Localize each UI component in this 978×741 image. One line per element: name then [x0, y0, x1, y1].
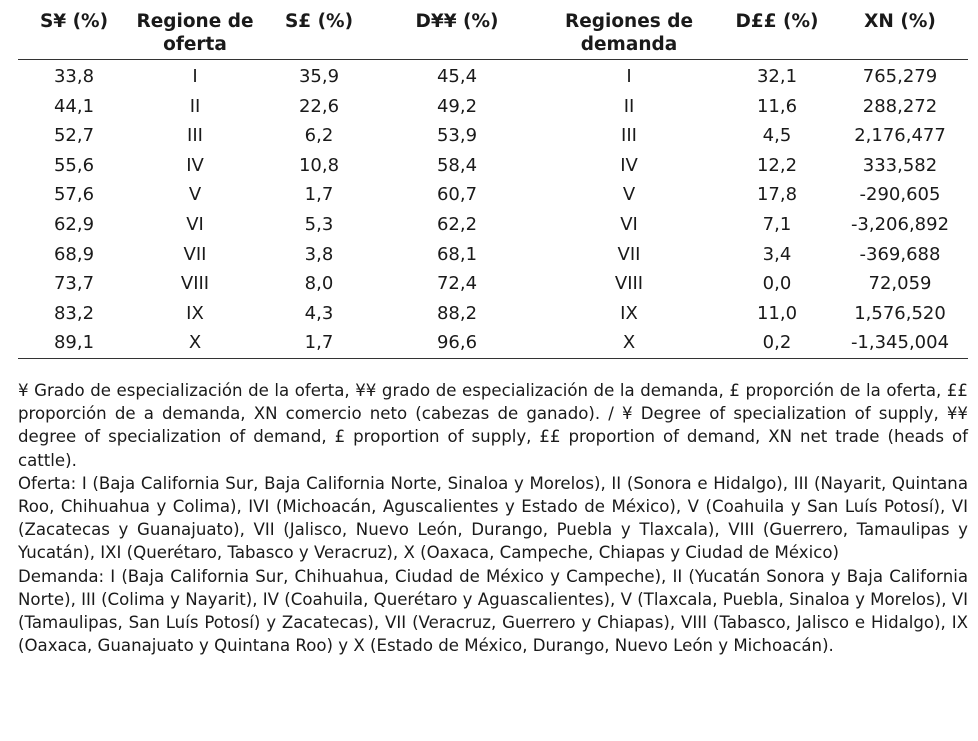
table-cell: 73,7: [53, 273, 95, 295]
table-row: [18, 121, 968, 151]
table-cell: II: [189, 95, 201, 117]
table-cell: -1,345,004: [832, 328, 968, 358]
col-header-d-yen: D¥¥ (%): [378, 6, 536, 60]
table-row: [18, 60, 968, 92]
table-header: [18, 6, 968, 60]
table-cell: I: [626, 66, 632, 87]
table-cell: VII: [617, 243, 641, 265]
table-cell: 83,2: [53, 302, 95, 324]
table-cell: VII: [183, 243, 207, 265]
table-cell: 58,4: [436, 154, 478, 176]
table-cell: 22,6: [298, 95, 340, 117]
table-cell: 17,8: [756, 184, 798, 206]
table-cell: 68,1: [436, 243, 478, 265]
table-cell: 57,6: [53, 184, 95, 206]
table-cell: 765,279: [862, 66, 938, 87]
table-cell: 10,8: [298, 154, 340, 176]
table-cell: 1,7: [260, 328, 378, 358]
col-header-xn: XN (%): [832, 6, 968, 60]
table-cell: 55,6: [53, 154, 95, 176]
table-cell: 62,2: [436, 213, 478, 235]
table-cell: 7,1: [762, 213, 792, 235]
table-cell: 4,3: [304, 302, 334, 324]
table-cell: 49,2: [436, 95, 478, 117]
table-cell: VIII: [180, 273, 210, 295]
col-header-d-pound: D££ (%): [722, 6, 832, 60]
table-cell: 4,5: [762, 125, 792, 147]
table-cell: IX: [186, 302, 204, 324]
table-cell: V: [622, 184, 636, 206]
table-cell: 68,9: [53, 243, 95, 265]
table-cell: 11,6: [756, 95, 798, 117]
notes-oferta: Oferta: I (Baja California Sur, Baja California Norte, Sinaloa y Morelos), II (Sonora e Hidalgo), III (Nayarit, Quintana Roo, Chihuahua y Colima), IVI (Michoacán, Aguscalientes y Estado de México), V (Coahuila y San Luís Potosí), VI (Zacatecas y Guanajuato), VII (Jalisco, Nuevo León, Durango, Puebla y Tlaxcala), VIII (Guerrero, Tamaulipas y Yucatán), IXI (Querétaro, Tabasco y Veracruz), X (Oaxaca, Campeche, Chiapas y Ciudad de México): [18, 473, 968, 563]
table-cell: 88,2: [436, 302, 478, 324]
table-cell: 44,1: [53, 95, 95, 117]
table-cell: V: [188, 184, 202, 206]
table-cell: 1,7: [304, 184, 334, 206]
table-cell: VIII: [614, 273, 644, 295]
table-cell: 3,4: [762, 243, 792, 265]
table-cell: 89,1: [18, 328, 130, 358]
table-cell: 1,576,520: [854, 302, 946, 324]
table-cell: 45,4: [436, 66, 478, 87]
table-row: [18, 210, 968, 240]
table-cell: 62,9: [53, 213, 95, 235]
table-cell: 35,9: [298, 66, 340, 87]
table-row: [18, 299, 968, 329]
table-row: [18, 151, 968, 181]
table-cell: -3,206,892: [850, 213, 950, 235]
table-cell: 32,1: [756, 66, 798, 87]
table-cell: 60,7: [436, 184, 478, 206]
table-cell: 72,4: [436, 273, 478, 295]
table-notes: [18, 379, 968, 657]
table-cell: 53,9: [436, 125, 478, 147]
col-header-s-yen: S¥ (%): [18, 6, 130, 60]
header-row: [18, 6, 968, 60]
table-row: [18, 269, 968, 299]
table-cell: 3,8: [304, 243, 334, 265]
table-cell: X: [536, 328, 722, 358]
table-cell: 0,0: [762, 273, 792, 295]
table-cell: 5,3: [304, 213, 334, 235]
table-body: [18, 60, 968, 359]
table-cell: 8,0: [304, 273, 334, 295]
table-cell: 12,2: [756, 154, 798, 176]
col-header-s-pound: S£ (%): [260, 6, 378, 60]
table-cell: 0,2: [722, 328, 832, 358]
table-cell: I: [192, 66, 198, 87]
table-row: [18, 92, 968, 122]
table-cell: 33,8: [53, 66, 95, 87]
notes-demanda: Demanda: I (Baja California Sur, Chihuahua, Ciudad de México y Campeche), II (Yucatán Sonora y Baja California Norte), III (Colima y Nayarit), IV (Coahuila, Querétaro y Aguascalientes), V (Tlaxcala, Puebla, Sinaloa y Morelos), VI (Tamaulipas, San Luís Potosí) y Zacatecas), VII (Veracruz, Guerrero y Chiapas), VIII (Tabasco, Jalisco e Hidalgo), IX (Oaxaca, Guanajuato y Quintana Roo) y X (Estado de México, Durango, Nuevo León y Michoacán).: [18, 566, 968, 656]
table-cell: 52,7: [53, 125, 95, 147]
table-cell: 72,059: [868, 273, 932, 295]
table-cell: 288,272: [862, 95, 938, 117]
table-row: [18, 180, 968, 210]
table-row: [18, 240, 968, 270]
table-cell: 11,0: [756, 302, 798, 324]
col-header-regione-oferta: Regione de oferta: [130, 6, 260, 60]
table-cell: VI: [186, 213, 204, 235]
notes-legend: ¥ Grado de especialización de la oferta, ¥¥ grado de especialización de la demanda, £ proporción de la oferta, ££ proporción de a demanda, XN comercio neto (cabezas de ganado). / ¥ Degree of specialization of supply, ¥¥ degree of specialization of demand, £ proportion of supply, ££ proportion of demand, XN net trade (heads of cattle).: [18, 380, 968, 470]
table-cell: III: [621, 125, 637, 147]
table-cell: 2,176,477: [854, 125, 946, 147]
col-header-regiones-demanda: Regiones de demanda: [536, 6, 722, 60]
table-cell: 333,582: [862, 154, 938, 176]
table-cell: IX: [620, 302, 638, 324]
table-cell: II: [623, 95, 635, 117]
regional-specialization-table: [18, 6, 968, 359]
table-cell: VI: [620, 213, 638, 235]
table-cell: X: [130, 328, 260, 358]
table-cell: -369,688: [859, 243, 941, 265]
table-cell: 6,2: [304, 125, 334, 147]
table-cell: IV: [186, 154, 204, 176]
table-row: [18, 328, 968, 358]
table-cell: -290,605: [859, 184, 941, 206]
table-cell: III: [187, 125, 203, 147]
table-cell: IV: [620, 154, 638, 176]
table-cell: 96,6: [378, 328, 536, 358]
